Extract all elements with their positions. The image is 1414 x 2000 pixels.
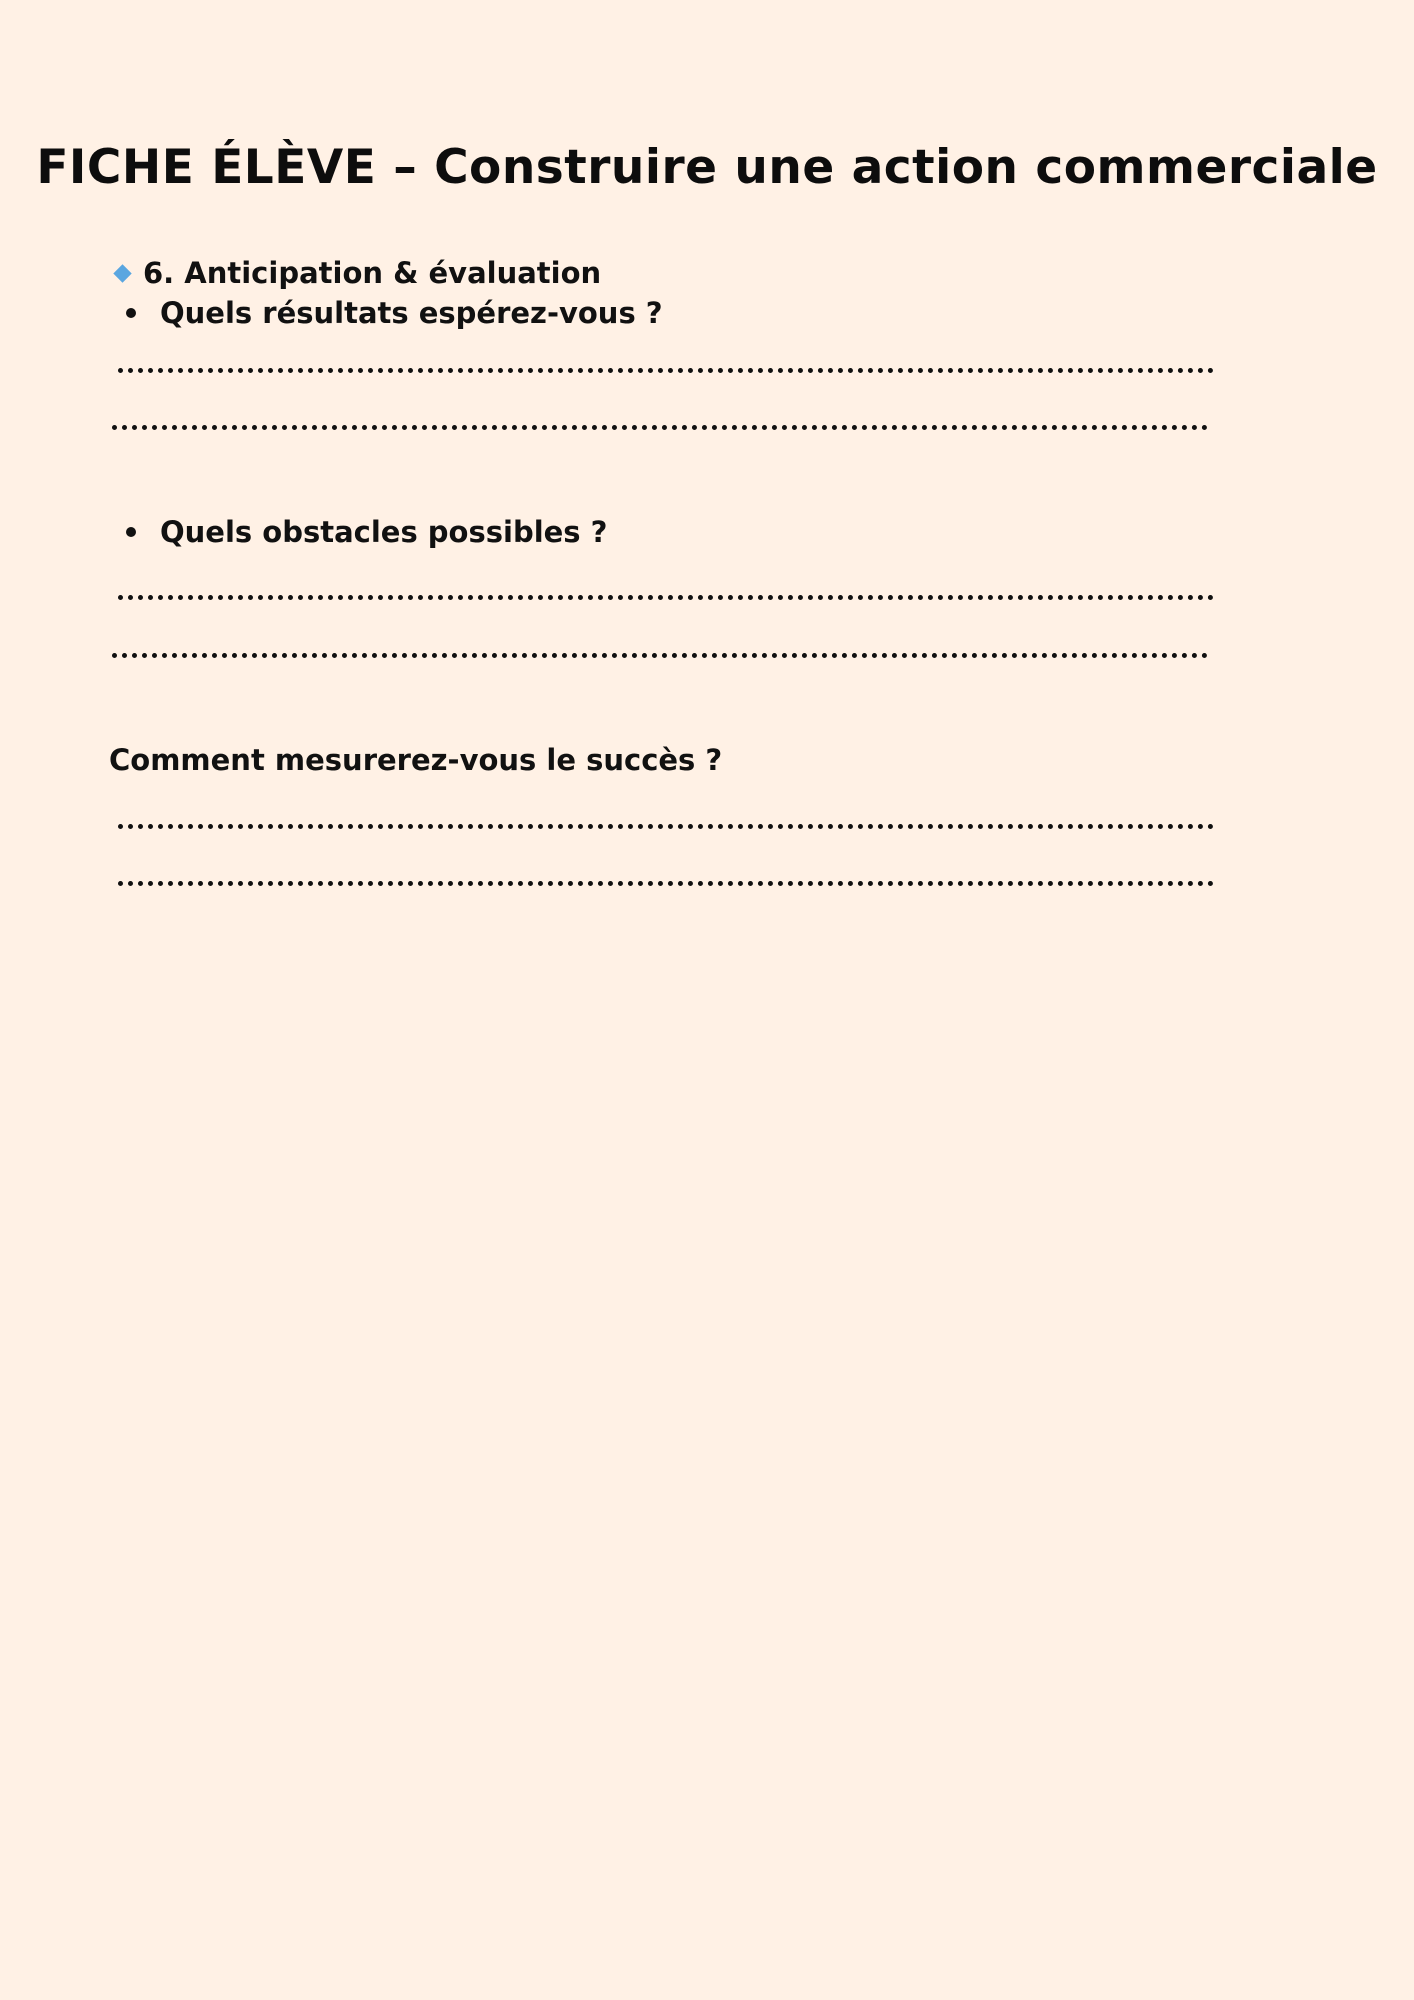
answer-line[interactable] [118,881,1214,886]
section-heading-label: 6. Anticipation & évaluation [143,256,602,290]
page-title: FICHE ÉLÈVE – Construire une action commerciale [36,140,1378,195]
answer-line[interactable] [112,653,1208,658]
diamond-icon [113,264,131,282]
bullet-icon [126,527,136,537]
answer-line[interactable] [112,425,1208,430]
question-expected-results [124,296,663,330]
question-label: Quels obstacles possibles ? [160,515,608,549]
answer-line[interactable] [118,824,1214,829]
section-heading [112,256,601,290]
question-measure-success: Comment mesurerez-vous le succès ? [109,743,723,777]
question-label: Quels résultats espérez-vous ? [160,296,663,330]
answer-line[interactable] [118,595,1214,600]
question-possible-obstacles [124,515,608,549]
answer-line[interactable] [118,368,1214,373]
bullet-icon [126,308,136,318]
